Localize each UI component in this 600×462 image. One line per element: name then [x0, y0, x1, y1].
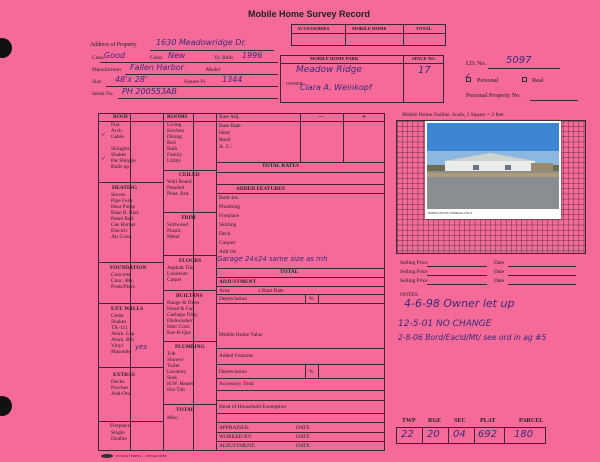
size-label: Size — [92, 79, 102, 85]
added-feature-item: Skirting — [219, 222, 237, 228]
selling-price-label-3: Selling Price — [400, 278, 428, 284]
plumbing-header: PLUMBING — [175, 344, 205, 350]
added-feature-item: Fireplace — [219, 213, 240, 219]
heat-label: Heat: — [219, 130, 231, 136]
builtin-item: Dishwasher — [167, 318, 193, 324]
sqft-value[interactable]: 1344 — [222, 75, 243, 84]
roof-item: Shakes — [111, 152, 127, 158]
ceiled-item: Wall Board — [167, 179, 192, 185]
plat-value[interactable]: 692 — [478, 429, 498, 440]
roof-item: Built-up — [111, 164, 129, 170]
x-base-rate-label: x Base Rate — [258, 288, 284, 294]
sec-value[interactable]: 04 — [453, 429, 466, 440]
extwall-item: Masonite — [111, 349, 132, 355]
printer-logo-text: INSTANT PRESS — WENATCHEE — [116, 454, 167, 458]
area-label: Area — [219, 288, 230, 294]
trim-item: Softwood — [167, 222, 188, 228]
added-feature-item: Deck — [219, 231, 231, 237]
floors-item: Asphalt Tile — [167, 265, 194, 271]
room-item: Family — [167, 152, 183, 158]
extwall-item: Shakes — [111, 319, 127, 325]
rooms-header: ROOMS — [167, 114, 188, 120]
yr-built-label: Yr. Built — [214, 55, 233, 61]
owner-value[interactable]: Clara A. Weinkopf — [300, 83, 372, 92]
survey-card: Mobile Home Survey Record ACCESSORIES MOBILE HOME TOTAL Address of Property 1630 Meadowridge Dr. Class Good Cond. New Yr. Built 1996 Manufacturer Fallen Harbor Model Size 48'x 28' Square Ft. 1344 Serial No. PH 200553AB MOBILE HOME PARK SPACE NO. Meadow Ridge 17 OWNER Clara A. Weinkopf I.D. No. 5097 ✓ Personal Real Personal Property No. ROOF ROOMS Flat Arch Gable Shingles Shakes Pat Shingle Built-up ✓ ✓ Living Kitchen Dining Bed Bath Family Utility CEILED Wall Board Paneled Plast. Brd. HEATING Stoves Pipe Furn. Heat Pump Base B. Rad. Panel Rad. Gas Burner Electric Air Cond. TRIM Softwood Plastic Metal FLOORS Asphalt Tile Linoleum Carpet FOUNDATION Concrete Conc. Blk. Posts/Piers BUILT-INS Range & Oven Hood & Fan Garbage Disp. Dishwasher Inter Com. Bar-B-Que EXT. WALLS Cedar Shakes TX-111 Alum. Lap Alum. Bib Vinyl Masonite yes PLUMBING Tub Shower Toilet Lavatory Sink H.W. Heater Hot Tub EXTRAS Decks Porches Add-Ons TOTAL Misc. Fireplace Single Double — + Rate Adj. Base Rate Heat: Roof: A. C.: TOTAL RATES ADDED FEATURES Built-ins Plumbing Fireplace Skirting Deck Carport Add On Garage 24x24 same size as mh TOTAL ADJUSTMENT Area x Base Rate Depreciation % Mobile Home Value Added Features Depreciation % Accessory Total Head of Household Exemption APPRAISER: DATE WORKED BY: DATE ADJUSTMENT: DATE Mobile Home Outline. Scale, 1 Square = 2 feet MOBILE 1630 PIC 0394&0011-1 BL7F Selling Price Date Selling Price Date Selling Price Date NOTES: 4-6-98 Owner let up 12-5-01 NO CHANGE 2-8-06 Bord/Eacld/Mt/ see ord in ag #5 TWP RGE SEC PLAT PARCEL 22 20 04 692 180 INSTANT PRESS — WENATCHEE — [0, 0, 600, 462]
roof-item: Shingles — [111, 146, 130, 152]
builtins-header: BUILT-INS — [176, 293, 203, 299]
parcel-value[interactable]: 180 — [514, 429, 534, 440]
fireplace-header: Fireplace — [110, 423, 131, 429]
ac-label: A. C.: — [219, 144, 233, 150]
added-features-header: ADDED FEATURES — [236, 186, 285, 192]
foundation-item: Posts/Piers — [111, 284, 135, 290]
worked-by-date-label: DATE — [296, 434, 310, 440]
id-label: I.D. No. — [466, 60, 487, 67]
roof-item: Arch — [111, 128, 122, 134]
id-value[interactable]: 5097 — [506, 55, 532, 66]
worked-by-label: WORKED BY: — [219, 434, 253, 440]
room-item: Living — [167, 122, 182, 128]
heating-item: Panel Rad. — [111, 216, 135, 222]
accessories-header: ACCESSORIES — [297, 26, 330, 31]
builtin-item: Range & Oven — [167, 300, 200, 306]
photo-caption: MOBILE 1630 PIC 0394&0011-1 BL7F — [428, 212, 473, 215]
page-title: Mobile Home Survey Record — [248, 9, 371, 19]
depreciation2-pct: % — [309, 369, 314, 375]
plumbing-item: Shower — [167, 357, 184, 363]
ceiled-header: CEILED — [179, 172, 200, 178]
personal-property-label: Personal Property No. — [466, 92, 521, 99]
extras-item: Add-Ons — [111, 391, 131, 397]
foundation-item: Conc. Blk. — [111, 278, 135, 284]
rge-value[interactable]: 20 — [427, 429, 440, 440]
added-total-label: TOTAL — [280, 269, 299, 275]
note-line[interactable]: 2-8-06 Bord/Eacld/Mt/ see ord in ag #5 — [398, 333, 547, 342]
outline-label: Mobile Home Outline. Scale, 1 Square = 2 feet — [402, 112, 504, 118]
added-feature-item: Add On — [219, 249, 237, 255]
binder-hole-top — [0, 38, 12, 58]
selling-date-label-1: Date — [494, 260, 505, 266]
base-rate-label: Base Rate — [219, 123, 241, 129]
plus-header: + — [362, 113, 366, 121]
appraiser-label: APPRAISER: — [219, 425, 250, 431]
adjustment-date-label: DATE — [296, 443, 310, 449]
left-total-header: TOTAL — [176, 407, 195, 413]
selling-price-label-1: Selling Price — [400, 260, 428, 266]
sqft-label: Square Ft. — [184, 79, 207, 85]
roof-rate-label: Roof: — [219, 137, 232, 143]
fireplace-item: Double — [111, 436, 127, 442]
personal-label: Personal — [477, 77, 499, 84]
foundation-item: Concrete — [111, 272, 131, 278]
personal-check-mark: ✓ — [464, 72, 472, 82]
extwall-item: Vinyl — [111, 343, 123, 349]
room-item: Kitchen — [167, 128, 185, 134]
heating-item: Heat Pump — [111, 204, 136, 210]
note-line[interactable]: 4-6-98 Owner let up — [404, 297, 515, 310]
fireplace-item: Single — [111, 430, 125, 436]
accessory-total-label: Accessory Total — [219, 381, 254, 387]
manufacturer-label: Manufacturer — [92, 67, 122, 73]
printer-logo-icon — [101, 454, 113, 458]
manufacturer-value[interactable]: Fallen Harbor — [130, 63, 184, 72]
heating-item: Base B. Rad. — [111, 210, 140, 216]
added-features-adj-label: Added Features — [219, 353, 253, 359]
extras-item: Decks — [111, 379, 125, 385]
parcel-header: PARCEL — [519, 418, 544, 424]
selling-date-label-2: Date — [494, 269, 505, 275]
added-feature-item: Built-ins — [219, 195, 238, 201]
cond-value[interactable]: New — [168, 51, 186, 60]
ceiled-item: Paneled — [167, 185, 185, 191]
plumbing-item: Tub — [167, 351, 176, 357]
selling-date-label-3: Date — [494, 278, 505, 284]
real-label: Real — [532, 77, 544, 84]
mobile-home-photo — [425, 121, 561, 219]
extras-header: EXTRAS — [113, 372, 135, 378]
yr-built-value[interactable]: 1996 — [242, 51, 263, 60]
extwall-item: Cedar — [111, 313, 124, 319]
twp-header: TWP — [402, 418, 416, 424]
floors-item: Linoleum — [167, 271, 188, 277]
heating-item: Pipe Furn. — [111, 198, 134, 204]
head-exemption-label: Head of Household Exemption — [219, 404, 286, 410]
depreciation2-label: Depreciation — [219, 369, 247, 375]
rge-header: RGE — [428, 418, 442, 424]
roof-header: ROOF — [113, 114, 129, 120]
floors-header: FLOORS — [179, 258, 202, 264]
ceiled-item: Plast. Brd. — [167, 191, 190, 197]
plumbing-item: H.W. Heater — [167, 381, 194, 387]
plumbing-item: Hot Tub — [167, 387, 185, 393]
heating-item: Gas Burner — [111, 222, 136, 228]
sec-header: SEC — [454, 418, 466, 424]
note-line[interactable]: 12-5-01 NO CHANGE — [398, 319, 492, 329]
heating-item: Electric — [111, 228, 128, 234]
model-label: Model — [206, 67, 221, 73]
park-header: MOBILE HOME PARK — [310, 56, 359, 61]
room-item: Bath — [167, 146, 178, 152]
space-value[interactable]: 17 — [418, 65, 431, 76]
added-feature-item: Plumbing — [219, 204, 240, 210]
trim-item: Metal — [167, 234, 180, 240]
heating-item: Air Cond. — [111, 234, 133, 240]
depreciation-label: Depreciation — [219, 296, 247, 302]
roof-item: Gable — [111, 134, 124, 140]
builtin-item: Garbage Disp. — [167, 312, 199, 318]
rate-adj-label: Rate Adj. — [219, 114, 240, 120]
added-feature-item: Carport — [219, 240, 236, 246]
appraiser-date-label: DATE — [296, 425, 310, 431]
foundation-header: FOUNDATION — [110, 265, 147, 271]
twp-value[interactable]: 22 — [401, 429, 414, 440]
mobile-home-header: MOBILE HOME — [352, 26, 387, 31]
depreciation-pct: % — [309, 296, 314, 302]
mobile-home-photo-image — [425, 121, 561, 219]
heating-item: Stoves — [111, 192, 126, 198]
builtin-item: Hood & Fan — [167, 306, 194, 312]
binder-hole-bottom — [0, 396, 12, 416]
plat-header: PLAT — [480, 418, 496, 424]
floors-item: Carpet — [167, 277, 182, 283]
roof-item: Pat Shingle — [111, 158, 136, 164]
park-value[interactable]: Meadow Ridge — [296, 65, 362, 75]
extwalls-header: EXT. WALLS — [111, 306, 144, 312]
mh-value-label: Mobile Home Value — [219, 332, 263, 338]
adjustment-header: ADJUSTMENT — [219, 279, 257, 285]
builtin-item: Bar-B-Que — [167, 330, 191, 336]
size-value[interactable]: 48'x 28' — [115, 75, 148, 84]
builtin-item: Inter Com. — [167, 324, 191, 330]
address-value[interactable]: 1630 Meadowridge Dr. — [156, 38, 247, 47]
serial-label: Serial No. — [92, 91, 114, 97]
room-item: Utility — [167, 158, 182, 164]
heating-header: HEATING — [112, 185, 138, 191]
real-checkbox[interactable] — [522, 77, 527, 82]
extwall-item: TX-111 — [111, 325, 128, 331]
selling-price-label-2: Selling Price — [400, 269, 428, 275]
extras-item: Porches — [111, 385, 129, 391]
trim-header: TRIM — [181, 215, 196, 221]
total-header: TOTAL — [416, 26, 432, 31]
extwall-item: Alum. Bib — [111, 337, 134, 343]
owner-label: OWNER — [286, 81, 303, 86]
misc-label: Misc. — [167, 415, 180, 421]
room-item: Dining — [167, 134, 182, 140]
serial-value[interactable]: PH 200553AB — [122, 87, 177, 96]
minus-header: — — [318, 114, 324, 120]
space-header: SPACE NO. — [412, 56, 436, 61]
plumbing-item: Toilet — [167, 363, 180, 369]
room-item: Bed — [167, 140, 176, 146]
adjustment-by-label: ADJUSTMENT: — [219, 443, 256, 449]
plumbing-item: Sink — [167, 375, 177, 381]
address-label: Address of Property — [90, 42, 137, 48]
garage-note[interactable]: Garage 24x24 same size as mh — [217, 255, 328, 263]
notes-label: NOTES: — [400, 292, 419, 298]
class-value[interactable]: Good — [104, 51, 126, 60]
trim-item: Plastic — [167, 228, 182, 234]
extwall-item: Alum. Lap — [111, 331, 135, 337]
class-label: Class — [92, 55, 104, 61]
roof-item: Flat — [111, 122, 120, 128]
total-rates-label: TOTAL RATES — [262, 163, 299, 169]
plumbing-item: Lavatory — [167, 369, 187, 375]
cond-label: Cond. — [150, 55, 164, 61]
